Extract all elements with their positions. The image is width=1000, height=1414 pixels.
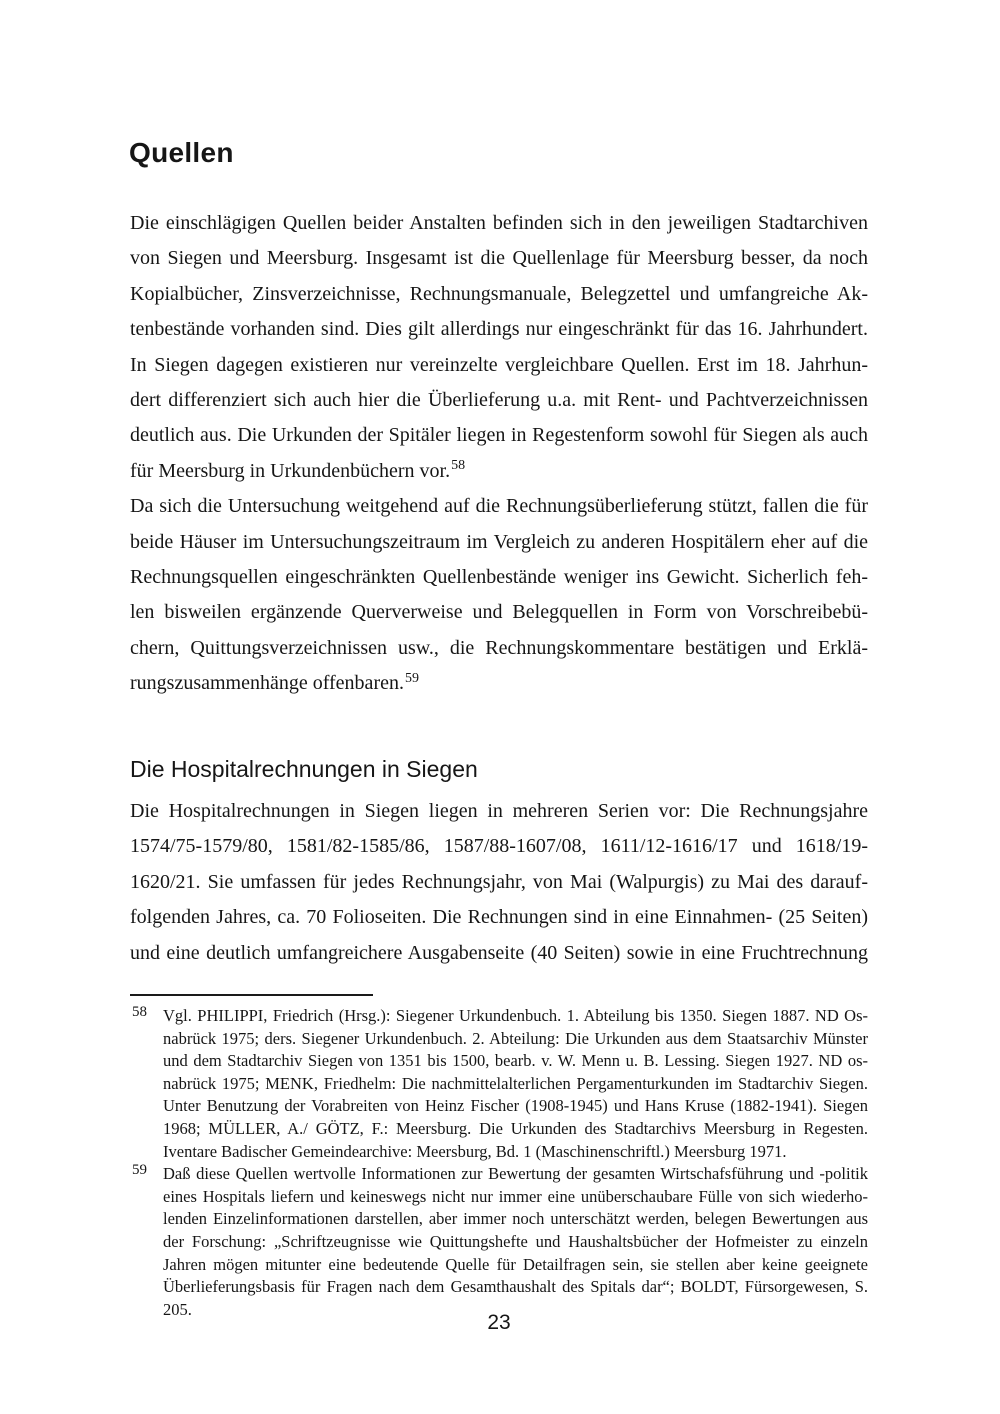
text-line: len bisweilen ergänzende Querverweise und Belegquellen in Form von Vorschreibebü- <box>130 601 868 624</box>
text-segment: für Meersburg in Urkundenbüchern vor. <box>130 459 451 482</box>
text-line: von Siegen und Meersburg. Insgesamt ist die Quellenlage für Meersburg besser, da noch <box>130 247 868 270</box>
text-line: dert differenziert sich auch hier die Überlieferung u.a. mit Rent- und Pachtverzeichnissen <box>130 389 868 412</box>
text-line: 1620/21. Sie umfassen für jedes Rechnungsjahr, von Mai (Walpurgis) zu Mai des darauf- <box>130 870 868 893</box>
text-segment: rungszusammenhänge offenbaren. <box>130 672 404 695</box>
footnote-line: 205. <box>163 1299 192 1319</box>
footnote-58 <box>130 1005 868 1163</box>
text-line: Die einschlägigen Quellen beider Anstalten befinden sich in den jeweiligen Stadtarchiven <box>130 212 868 234</box>
text-line: chern, Quittungsverzeichnissen usw., die Rechnungskommentare bestätigen und Erklä- <box>130 636 868 659</box>
section-heading-siegen: Die Hospitalrechnungen in Siegen <box>130 756 478 782</box>
text-line <box>130 454 868 489</box>
text-line <box>130 666 868 701</box>
intro-block <box>130 206 868 702</box>
intro-paragraph-2 <box>130 489 868 701</box>
footnote-line: Unter Benutzung der Vorabreiten von Heinz Fischer (1908-1945) und Hans Kruse (1882-1941). Siegen <box>163 1096 868 1116</box>
footnote-59 <box>130 1163 868 1321</box>
intro-paragraph-1 <box>130 206 868 489</box>
footnote-line: Vgl. PHILIPPI, Friedrich (Hrsg.): Siegener Urkundenbuch. 1. Abteilung bis 1350. Siegen 1887. ND Os- <box>163 1006 868 1025</box>
text-line: deutlich aus. Die Urkunden der Spitäler liegen in Regestenform sowohl für Siegen als auch <box>130 424 868 447</box>
footnote-line: 1968; MÜLLER, A./ GÖTZ, F.: Meersburg. Die Urkunden des Stadtarchivs Meersburg in Regesten. <box>163 1118 868 1138</box>
footnote-separator <box>130 994 373 996</box>
text-line: 1574/75-1579/80, 1581/82-1585/86, 1587/88-1607/08, 1611/12-1616/17 und 1618/19- <box>130 835 868 858</box>
siegen-paragraph <box>130 794 868 971</box>
text-line: Rechnungsquellen eingeschränkten Quellenbestände weniger ins Gewicht. Sicherlich feh- <box>130 566 868 589</box>
text-line: folgenden Jahres, ca. 70 Folioseiten. Die Rechnungen sind in eine Einnahmen- (25 Seiten) <box>130 906 868 929</box>
footnote-line: lenden Einzelinformationen darstellen, aber immer noch unterschätzt werden, belegen Bewertungen aus <box>163 1209 868 1229</box>
footnotes-block <box>130 1005 868 1321</box>
text-line: In Siegen dagegen existieren nur vereinzelte vergleichbare Quellen. Erst im 18. Jahrhun- <box>130 353 868 376</box>
footnote-ref-58: 58 <box>451 458 466 474</box>
footnote-line: Iventare Badischer Gemeindearchive: Meersburg, Bd. 1 (Maschinenschriftl.) Meersburg 1971. <box>163 1141 787 1161</box>
footnote-marker-58: 58 <box>132 1004 147 1020</box>
text-line: beide Häuser im Untersuchungszeitraum im Vergleich zu anderen Hospitälern eher auf die <box>130 530 868 553</box>
footnote-ref-59: 59 <box>404 670 419 686</box>
page-number: 23 <box>487 1311 511 1334</box>
text-line: und eine deutlich umfangreichere Ausgabenseite (40 Seiten) sowie in eine Fruchtrechnung <box>130 941 868 964</box>
footnote-line: eines Hospitals liefern und keineswegs nicht nur immer eine unüberschaubare Fülle von sich wiederho- <box>163 1186 868 1206</box>
footnote-line: nabrück 1975; MENK, Friedhelm: Die nachmittelalterlichen Pergamenturkunden im Stadtarchiv Siegen. <box>163 1073 868 1093</box>
text-line: tenbestände vorhanden sind. Dies gilt allerdings nur eingeschränkt für das 16. Jahrhundert. <box>130 318 868 341</box>
text-line: Kopialbücher, Zinsverzeichnisse, Rechnungsmanuale, Belegzettel und umfangreiche Ak- <box>130 282 868 305</box>
footnote-line: Jahren mögen mitunter eine bedeutende Quelle für Detailfragen sein, sie stellen aber keine geeignete <box>163 1254 868 1274</box>
footnote-line: nabrück 1975; ders. Siegener Urkundenbuch. 2. Abteilung: Die Urkunden aus dem Staatsarchiv Münster <box>163 1028 868 1048</box>
footnote-line: der Forschung: „Schriftzeugnisse wie Quittungshefte und Haushaltsbücher der Hofmeister zu einzeln <box>163 1231 868 1251</box>
text-line: Da sich die Untersuchung weitgehend auf die Rechnungsüberlieferung stützt, fallen die für <box>130 495 868 518</box>
footnote-marker-59: 59 <box>132 1162 147 1179</box>
page-title: Quellen <box>129 137 234 168</box>
footnote-line: und dem Stadtarchiv Siegen von 1351 bis 1500, bearb. v. W. Menn u. B. Lessing. Siegen 1927. ND os- <box>163 1051 868 1071</box>
text-line: Die Hospitalrechnungen in Siegen liegen in mehreren Serien vor: Die Rechnungsjahre <box>130 800 868 822</box>
footnote-line: Überlieferungsbasis für Fragen nach dem Gesamthaushalt des Spitals dar“; BOLDT, Fürsorgewesen, S. <box>163 1277 868 1297</box>
footnote-line: Daß diese Quellen wertvolle Informationen zur Bewertung der gesamten Wirtschafsführung und -politik <box>163 1164 868 1184</box>
